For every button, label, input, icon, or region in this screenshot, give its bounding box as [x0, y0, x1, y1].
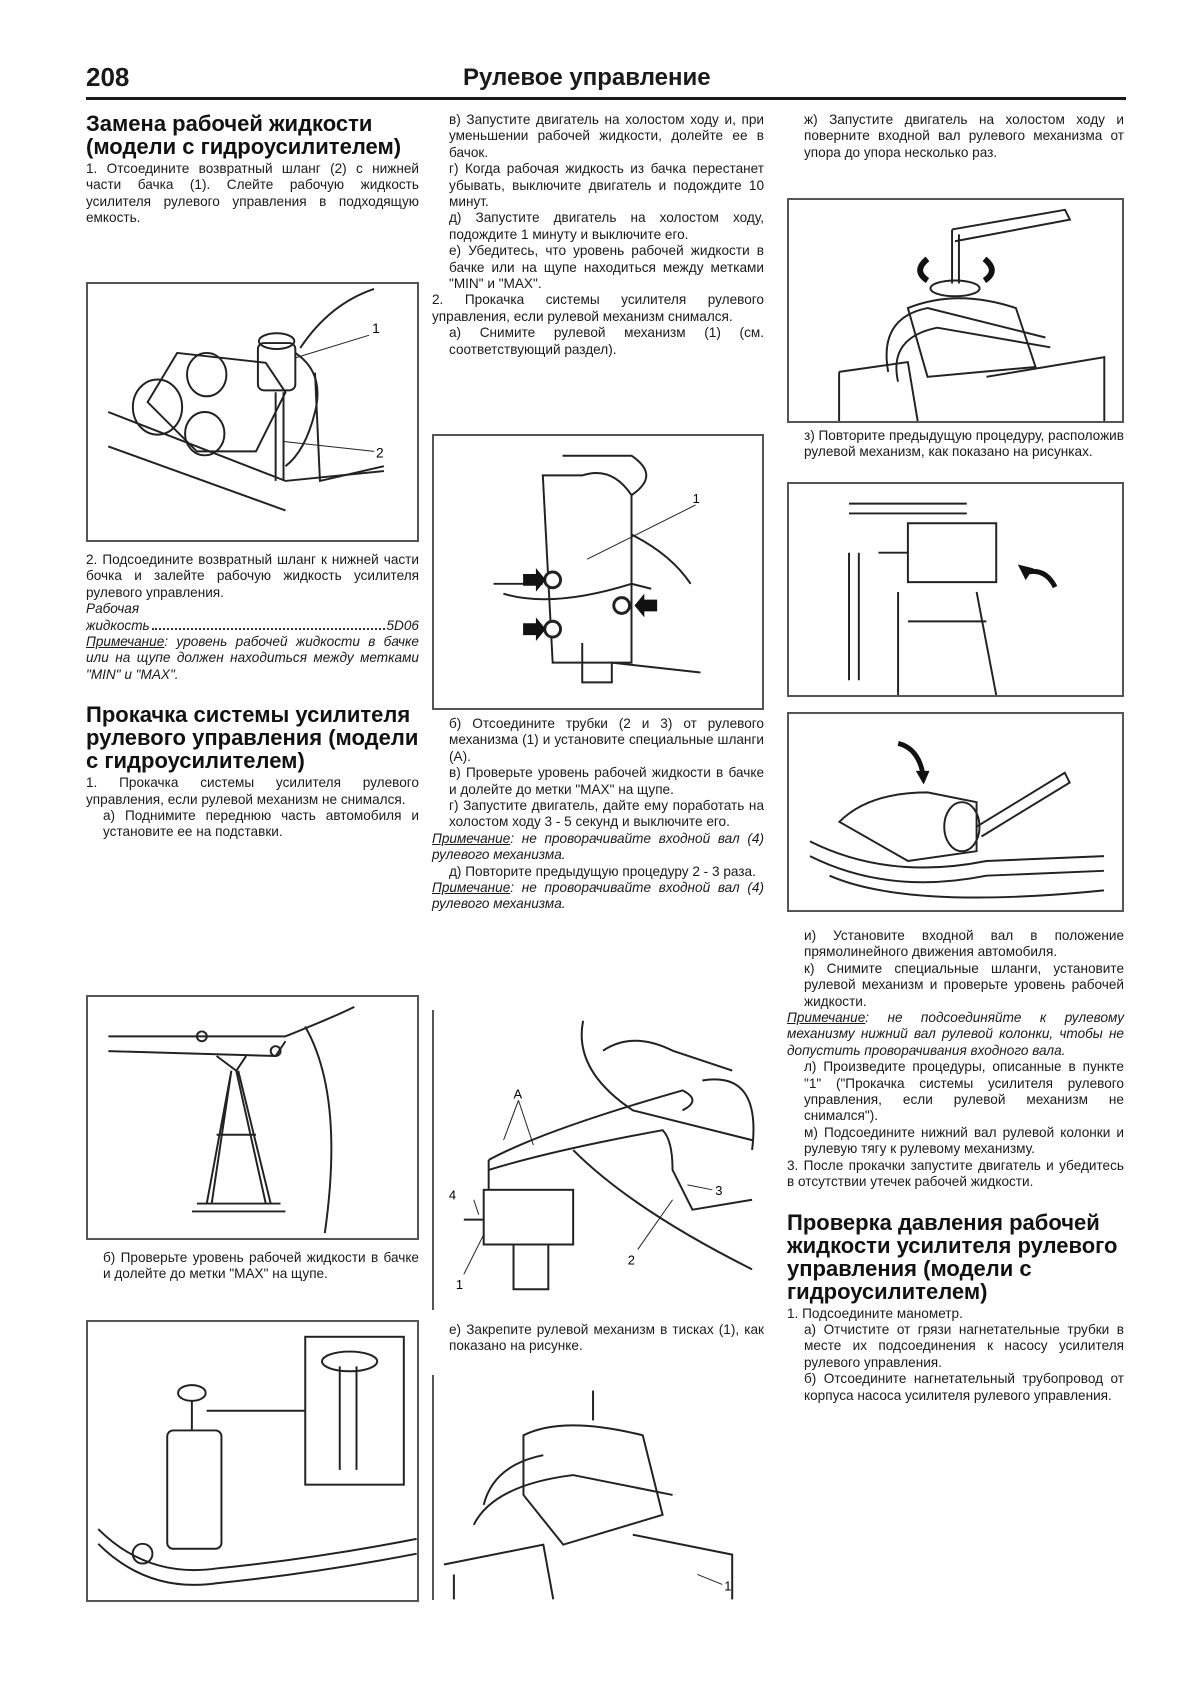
- column-3-z: [787, 428, 1124, 461]
- step-bleed-1v: в) Запустите двигатель на холостом ходу и, при уменьшении рабочей жидкости, долейте ее в бачок.: [449, 112, 764, 160]
- note-text: : не подсоединяйте к рулевому механизму нижний вал рулевой колонки, чтобы не допустить проворачивания входного вала.: [787, 1010, 1124, 1058]
- label-1: 1: [724, 1578, 732, 1594]
- column-2: [432, 112, 764, 358]
- note-text: : не проворачивайте входной вал (4) рулевого механизма.: [432, 830, 764, 863]
- step-bleed-3: 3. После прокачки запустите двигатель и убедитесь в отсутствии утечек рабочей жидкости.: [787, 1157, 1124, 1190]
- figure-gear-removal: [432, 434, 764, 710]
- step-bleed-1e: е) Убедитесь, что уровень рабочей жидкости в бачке или на щупе находиться между метками "MIN" и "MAX".: [449, 243, 764, 292]
- spec-dot-leader: [152, 618, 385, 630]
- column-3-mid: [787, 928, 1124, 1404]
- step-bleed-2z: з) Повторите предыдущую процедуру, расположив рулевой механизм, как показано на рисунках.: [804, 428, 1124, 460]
- page-number: 208: [86, 62, 130, 92]
- figure-dipstick: [86, 1320, 419, 1602]
- dipstick-illustration: [88, 1322, 417, 1600]
- gear-position-b-illustration: [789, 714, 1122, 910]
- step-bleed-2d: д) Повторите предыдущую процедуру 2 - 3 раза.: [449, 863, 756, 879]
- steering-gear-removal-illustration: [434, 436, 762, 708]
- note-text: : не проворачивайте входной вал (4) рулевого механизма.: [432, 880, 764, 912]
- step-1-disconnect-hose: 1. Отсоедините возвратный шланг (2) с нижней части бачка (1). Слейте рабочую жидкость усилителя рулевого управления в подходящую емкость.: [86, 161, 419, 226]
- step-bleed-2zh: ж) Запустите двигатель на холостом ходу и поверните входной вал рулевого механизма от упора до упора несколько раз.: [804, 112, 1124, 160]
- special-hoses-illustration: [434, 1010, 764, 1310]
- column-1-bottom: [86, 1250, 419, 1283]
- label-2: 2: [627, 1252, 636, 1268]
- note-label: Примечание: [432, 830, 511, 846]
- label-1: 1: [455, 1277, 464, 1293]
- step-bleed-2e: е) Закрепите рулевой механизм в тисках (1), как показано на рисунке.: [449, 1322, 764, 1354]
- label-2: 2: [376, 445, 384, 461]
- step-bleed-2v: в) Проверьте уровень рабочей жидкости в бачке и долейте до метки "MAX" на щупе.: [449, 765, 764, 797]
- figure-gear-position-b: [787, 712, 1124, 912]
- section-title-fluid-replacement: Замена рабочей жидкости (модели с гидроусилителем): [86, 111, 402, 159]
- step-2-connect-hose: 2. Подсоедините возвратный шланг к нижней части бочка и залейте рабочую жидкость усилителя рулевого управления.: [86, 552, 419, 600]
- jack-stand-illustration: [88, 997, 417, 1238]
- label-4: 4: [448, 1187, 457, 1203]
- note-label: Примечание: [787, 1010, 866, 1026]
- label-3: 3: [715, 1182, 723, 1198]
- step-bleed-1d: д) Запустите двигатель на холостом ходу, подождите 1 минуту и выключите его.: [449, 210, 764, 242]
- step-bleed-2l: л) Произведите процедуры, описанные в пункте "1" ("Прокачка системы усилителя рулевого управления, если рулевой механизм не снимался").: [804, 1059, 1124, 1124]
- column-2-mid: [432, 716, 764, 913]
- label-1: 1: [372, 321, 380, 337]
- spec-value: 5D06: [386, 617, 419, 633]
- step-pressure-1: 1. Подсоедините манометр.: [787, 1305, 963, 1321]
- step-bleed-2k: к) Снимите специальные шланги, установите рулевой механизм и проверьте уровень рабочей жидкости.: [804, 960, 1124, 1009]
- note-fluid-level: [86, 634, 419, 683]
- step-bleed-2g: г) Запустите двигатель, дайте ему поработать на холостом ходу 3 - 5 секунд и выключите его.: [449, 798, 764, 830]
- step-bleed-1g: г) Когда рабочая жидкость из бачка перестанет убывать, выключите двигатель и подождите 10 минут.: [449, 161, 764, 210]
- gear-position-a-illustration: [789, 484, 1122, 695]
- spec-fluid-label-1: [86, 601, 419, 617]
- step-bleed-2i: и) Установите входной вал в положение прямолинейного движения автомобиля.: [804, 928, 1124, 960]
- step-pressure-1a: а) Отчистите от грязи нагнетательные трубки в месте их подсоединения к насосу усилителя рулевого управления.: [804, 1321, 1124, 1370]
- column-1-mid: [86, 552, 419, 841]
- label-1: 1: [692, 491, 700, 507]
- step-bleed-2: 2. Прокачка системы усилителя рулевого управления, если рулевой механизм снимался.: [432, 292, 764, 324]
- figure-vise: [432, 1375, 764, 1600]
- figure-reservoir-hose: [86, 282, 419, 542]
- header-rule: [86, 97, 1126, 100]
- note-label: Примечание: [432, 880, 511, 896]
- note-text: : уровень рабочей жидкости в бачке или на щупе должен находиться между метками "MIN" и "MAX".: [86, 634, 419, 682]
- label-a: A: [513, 1086, 523, 1102]
- note-lower-shaft: [787, 1010, 1124, 1059]
- note-input-shaft-2: [432, 880, 764, 913]
- step-bleed-2a: а) Снимите рулевой механизм (1) (см. соответствующий раздел).: [449, 325, 764, 357]
- figure-special-hoses: [432, 1010, 764, 1310]
- figure-gear-position-a: [787, 482, 1124, 697]
- turn-input-shaft-illustration: [789, 200, 1122, 421]
- spec-label-line1: Рабочая: [86, 601, 140, 617]
- note-label: Примечание: [86, 634, 165, 650]
- step-bleed-1b: б) Проверьте уровень рабочей жидкости в бачке и долейте до метки "MAX" на щупе.: [103, 1250, 419, 1282]
- chapter-title: Рулевое управление: [463, 64, 711, 91]
- figure-jack-stand: [86, 995, 419, 1240]
- column-1: [86, 112, 419, 227]
- step-bleed-2m: м) Подсоедините нижний вал рулевой колонки и рулевую тягу к рулевому механизму.: [804, 1124, 1124, 1157]
- note-input-shaft-1: [432, 831, 764, 864]
- figure-turn-input-shaft: [787, 198, 1124, 423]
- column-3: [787, 112, 1124, 161]
- step-bleed-2b: б) Отсоедините трубки (2 и 3) от рулевого механизма (1) и установите специальные шланги (А).: [449, 716, 764, 764]
- step-bleed-1a: а) Поднимите переднюю часть автомобиля и установите ее на подставки.: [103, 808, 419, 840]
- spec-fluid-row: [86, 618, 419, 634]
- gear-in-vise-illustration: [434, 1375, 764, 1600]
- section-title-bleeding: Прокачка системы усилителя рулевого управления (модели с гидроусилителем): [86, 702, 419, 774]
- section-title-pressure-check: Проверка давления рабочей жидкости усилителя рулевого управления (модели с гидроусилителем): [787, 1209, 1118, 1304]
- step-pressure-1b: б) Отсоедините нагнетательный трубопровод от корпуса насоса усилителя рулевого управления.: [804, 1371, 1124, 1403]
- reservoir-illustration: [88, 284, 417, 540]
- column-2-bottom: [432, 1322, 764, 1355]
- spec-label-line2: жидкость: [86, 617, 150, 633]
- step-bleed-1: 1. Прокачка системы усилителя рулевого управления, если рулевой механизм не снимался.: [86, 775, 419, 807]
